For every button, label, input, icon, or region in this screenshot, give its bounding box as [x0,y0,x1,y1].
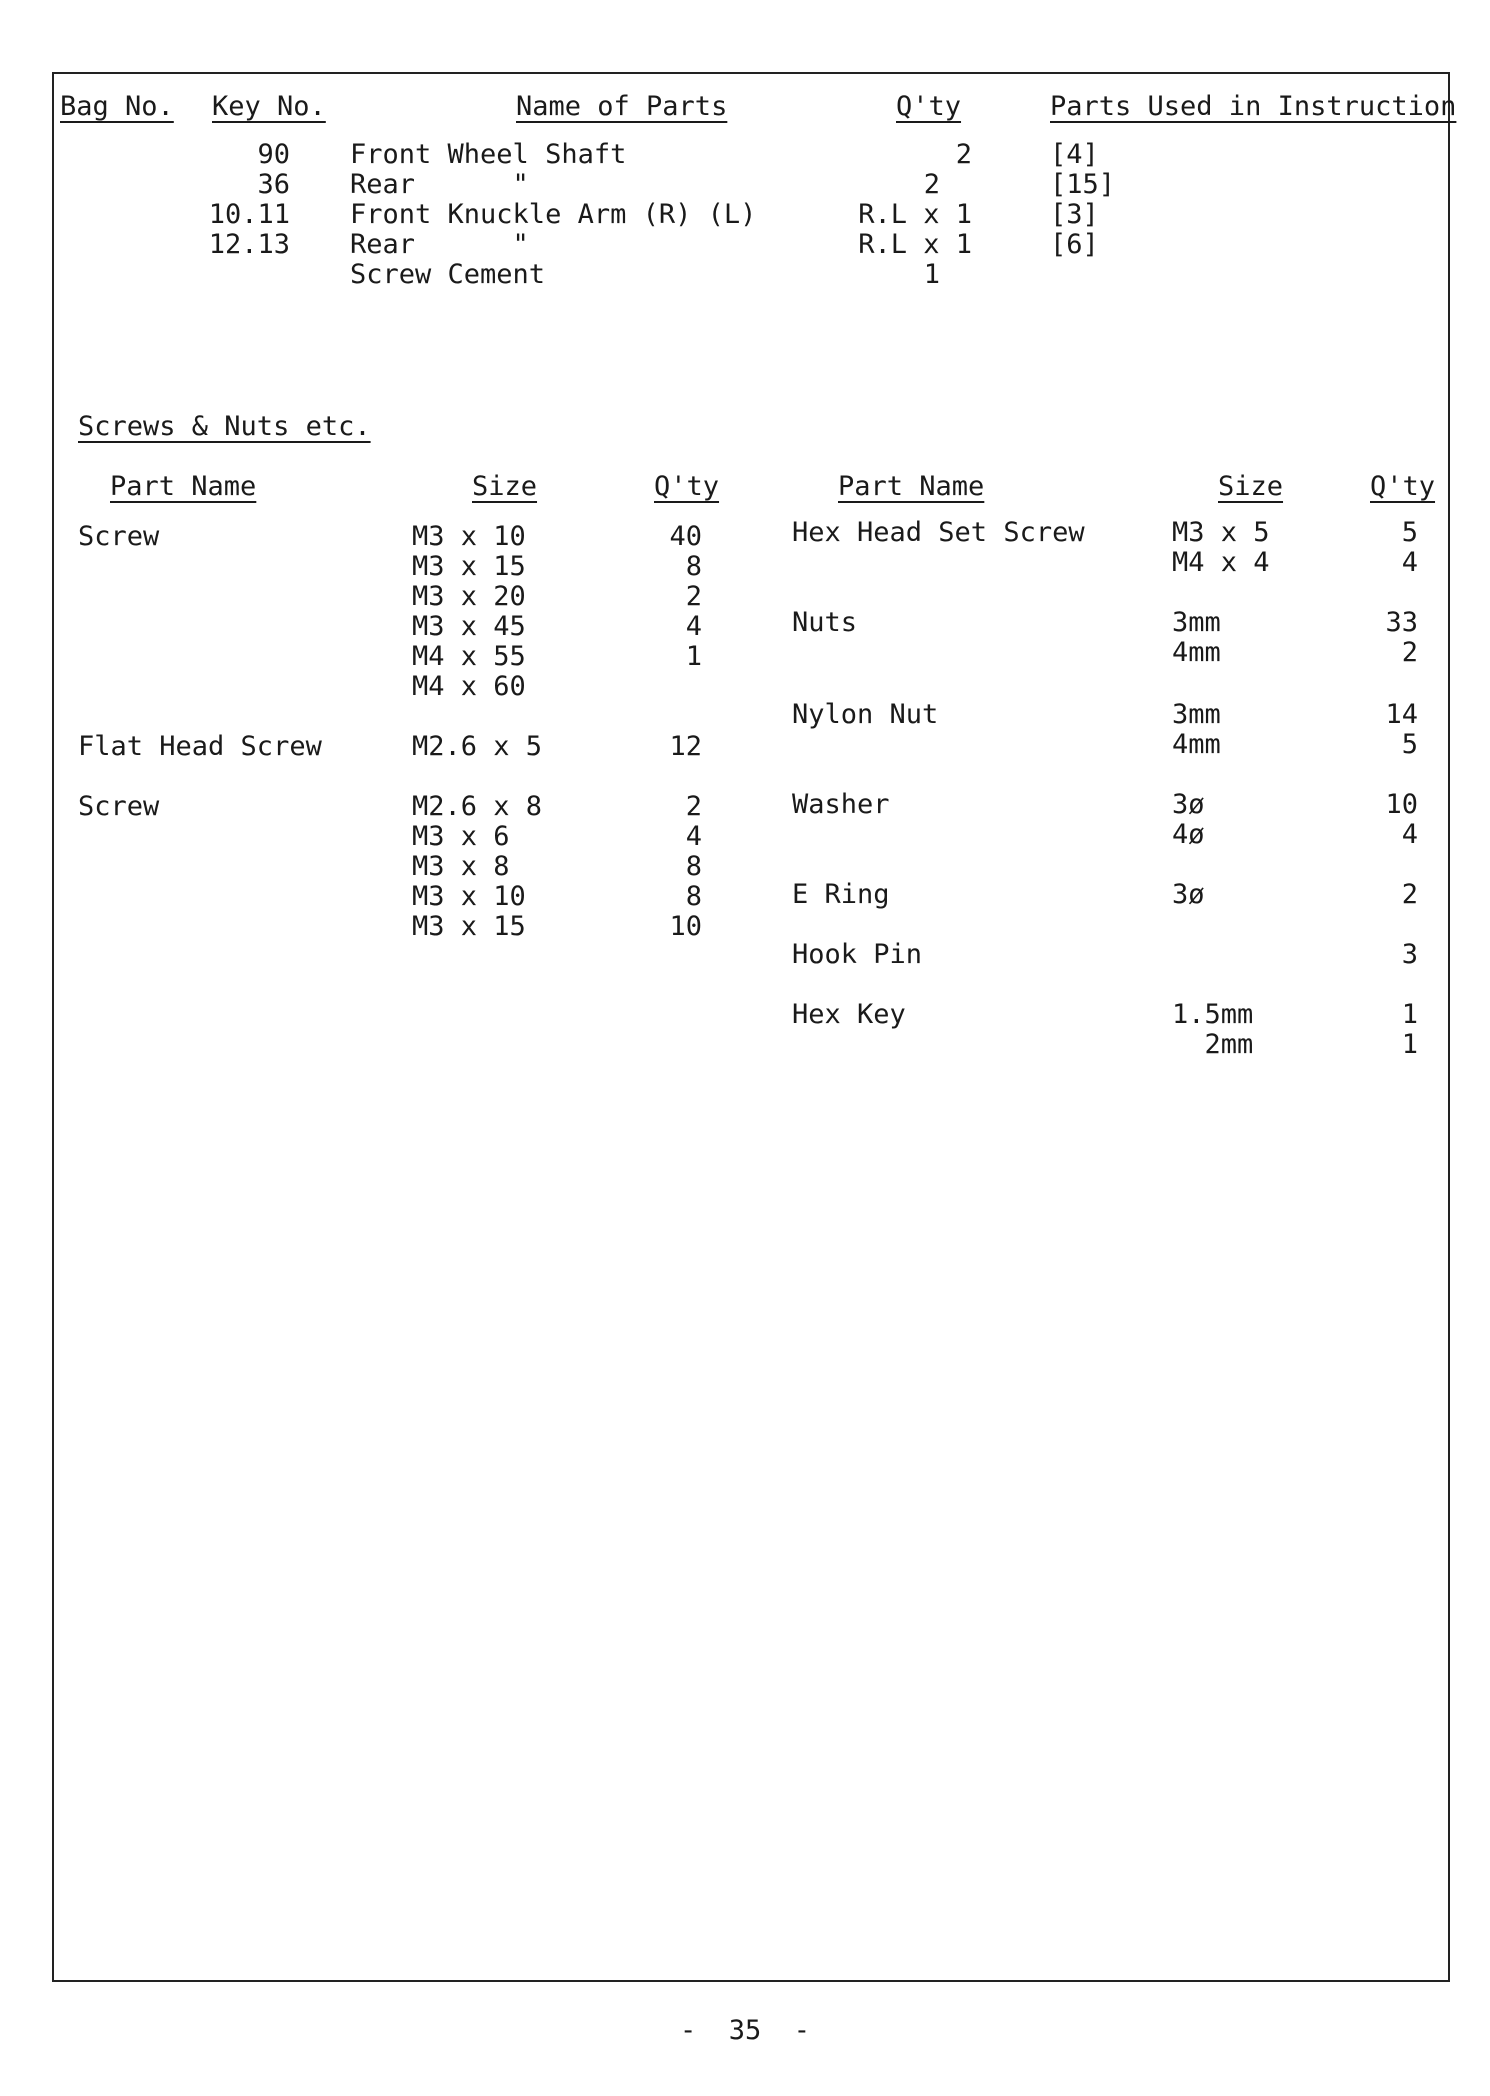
left-header-part-name: Part Name [110,471,257,502]
header-bag-no: Bag No. [60,91,174,122]
part-name: Hex Head Set Screw [792,517,1085,548]
part-size: M4 x 4 [1172,547,1270,578]
part-qty: 8 [685,881,702,912]
part-name: Screw Cement [350,259,546,290]
key-no: 36 [257,169,290,200]
header-name-of-parts: Name of Parts [516,91,728,122]
part-qty: 10 [1385,789,1418,820]
part-size: M4 x 55 [412,641,526,672]
part-name: Nylon Nut [792,699,939,730]
right-header-qty: Q'ty [1370,471,1436,502]
part-qty: 1 [685,641,702,672]
part-qty: 1 [1401,1029,1418,1060]
part-qty: R.L x 1 [858,199,972,230]
right-header-part-name: Part Name [838,471,985,502]
part-name: Front Knuckle Arm (R) (L) [350,199,757,230]
part-qty: 8 [685,551,702,582]
part-qty: 40 [669,521,702,552]
part-size: M3 x 10 [412,521,526,552]
part-size: M3 x 6 [412,821,510,852]
left-header-size: Size [472,471,538,502]
part-ref: [3] [1050,199,1099,230]
part-size: 2mm [1172,1029,1254,1060]
left-header-qty: Q'ty [654,471,720,502]
part-qty: 3 [1401,939,1418,970]
part-qty: 4 [685,821,702,852]
part-qty: 14 [1385,699,1418,730]
part-qty: 10 [669,911,702,942]
part-size: M2.6 x 8 [412,791,543,822]
part-size: 3ø [1172,879,1205,910]
part-size: M3 x 45 [412,611,526,642]
part-qty: 8 [685,851,702,882]
part-size: 3mm [1172,607,1221,638]
part-size: M3 x 15 [412,551,526,582]
part-size: 4ø [1172,819,1205,850]
right-header-size: Size [1218,471,1284,502]
part-qty: 4 [685,611,702,642]
key-no: 90 [257,139,290,170]
part-qty: 4 [1401,547,1418,578]
part-name: E Ring [792,879,890,910]
header-key-no: Key No. [212,91,326,122]
part-name: Rear " [350,169,529,200]
part-name: Washer [792,789,890,820]
part-qty: 2 [955,139,972,170]
part-size: M3 x 5 [1172,517,1270,548]
part-name: Rear " [350,229,529,260]
part-size: 3mm [1172,699,1221,730]
part-size: M3 x 10 [412,881,526,912]
part-qty: 33 [1385,607,1418,638]
part-qty: 1 [1401,999,1418,1030]
part-name: Nuts [792,607,858,638]
part-name: Hex Key [792,999,906,1030]
part-qty: 2 [1401,879,1418,910]
part-name: Flat Head Screw [78,731,322,762]
page-number: - 35 - [679,2015,811,2046]
part-qty: 2 [1401,637,1418,668]
header-qty: Q'ty [896,91,962,122]
part-qty: 4 [1401,819,1418,850]
part-qty: 5 [1401,517,1418,548]
part-size: M3 x 20 [412,581,526,612]
part-ref: [4] [1050,139,1099,170]
part-size: M4 x 60 [412,671,526,702]
part-size: 1.5mm [1172,999,1254,1030]
key-no: 10.11 [208,199,290,230]
part-name: Screw [78,521,160,552]
part-size: 4mm [1172,729,1221,760]
part-name: Front Wheel Shaft [350,139,627,170]
part-ref: [6] [1050,229,1099,260]
part-size: M3 x 8 [412,851,510,882]
header-parts-used: Parts Used in Instruction [1050,91,1457,122]
screws-section-title: Screws & Nuts etc. [78,411,371,442]
part-ref: [15] [1050,169,1116,200]
part-qty: 12 [669,731,702,762]
part-name: Hook Pin [792,939,923,970]
part-size: 3ø [1172,789,1205,820]
part-size: 4mm [1172,637,1221,668]
part-name: Screw [78,791,160,822]
part-qty: R.L x 1 [858,229,972,260]
part-qty: 2 [685,791,702,822]
part-size: M3 x 15 [412,911,526,942]
key-no: 12.13 [208,229,290,260]
part-qty: 1 [923,259,940,290]
part-size: M2.6 x 5 [412,731,543,762]
part-qty: 2 [923,169,940,200]
part-qty: 2 [685,581,702,612]
part-qty: 5 [1401,729,1418,760]
